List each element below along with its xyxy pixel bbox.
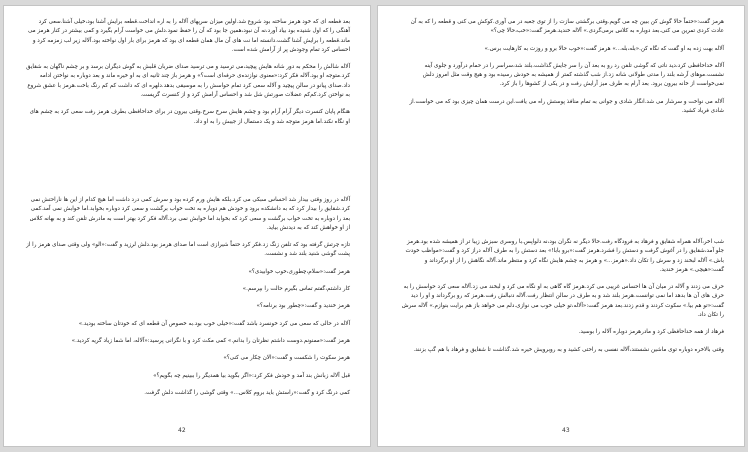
paragraph: تازه چرتش گرفته بود که تلفن زنگ زد.فکر کرد حتماً شیرازی است اما صدای هرمز بود.دلش لرزید و گفت:«الو» ولی وقتی صدای هرمز را از پشت گوشی شنید بلند شد و نشست. (26, 242, 350, 258)
left-page (4, 6, 370, 446)
paragraph: آلاله در حالی که سعی می کرد خونسرد باشد گفت:«خیلی خوب بود.به خصوص آن قطعه ای که خودتان ساخته بودید.» (78, 320, 350, 327)
paragraph: حرف می زدند و آلاله در میان آن ها احساس غریبی می کرد.هرمز گاه گاهی به او نگاه می کرد و لبخند می زد.آلاله سعی کرد حواسش را به حرف های آن ها بدهد اما نمی توانست.هرمز بلند شد و به طرف در سالن انتظار رفت.آلاله دنبالش رفت.هرمز که رو برگرداند و او را دید گفت:«تو هم بیا.» سکوت کردند و قدم زدند.بعد هرمز گفت:«آلاله،تو خیلی خوب می نوازی.دلم می خواهد باز هم برایت بنوازم.» آلاله سرش را تکان داد. (401, 284, 724, 319)
paragraph: وقتی بالاخره دوباره توی ماشین نشستند،آلاله نفسی به راحتی کشید و به روبرویش خیره شد.گذاشت تا شقایق و فرهاد با هم گپ بزنند. (413, 346, 724, 353)
paragraph: آلاله شالش را محکم به دور شانه هایش پیچید،می ترسید و می ترسید صدای ضربان قلبش به گوش دیگران برسد و بر چشم ناگهان به شقایق کرد.متوجه او بود.آلاله فکر کرد:«معنوی نوازنده‌ی حرفه‌ای است؟» و هرمز باز چند ثانیه ای به او خیره ماند و بعد دوباره به نواختن ادامه داد.صدای پیانو در سالن پیچید و آلاله سعی کرد تمام حواسش را به موسیقی بدهد.دلهره ای که داشت کم کم رنگ باخت.هرمز با عشق شروع به نواختن کرد.کم‌کم عضلات صورتش شل شد و احساس آرامش کرد و از کنسرت گریست. (26, 64, 350, 99)
right-page (378, 6, 744, 446)
paragraph: کار داشتم،گفتم تماس بگیرم حالت را بپرسم.» (242, 286, 350, 293)
paragraph: هرمز گفت:«ممنونم.دوست داشتم نظرتان را بدانم.» کمی مکث کرد و با نگرانی پرسید:«آلاله، اما شما زیاد گریه کردید.» (71, 337, 350, 344)
paragraph: هرمز گفت:«سلام،چطوری،خوب خوابیدی؟» (248, 268, 350, 275)
left-page-top-text (26, 18, 350, 135)
right-page-bottom-text (400, 238, 724, 363)
paragraph: فرهاد از همه خداحافظی کرد و مادرهرمز دوباره آلاله را بوسید. (578, 329, 724, 336)
paragraph: هرمز خندید و گفت:«چطور بود برنامه؟» (256, 303, 350, 310)
paragraph: آلاله می نواخت و سرشار می شد.انگار شادی و جوانی به تمام منافذ پوستش راه می یافت.این درست همان چیزی بود که می خواست.از شادی فریاد کشید. (409, 98, 724, 115)
page-number: 42 (178, 427, 186, 434)
page-number: 43 (562, 427, 570, 434)
paragraph: هرمز گفت:«حتماً حالا گوش کن ببین چه می گویم.وقتی برگشتی سازت را از توی جعبه در می آوری.کوکش می کنی و قطعه را که به آن عادت کردی تمرین می کنی.بعد دوباره به کلاس برمی‌گردی.» آلاله خندید.هرمز گفت:«خب،حالا چی؟» (410, 19, 724, 35)
paragraph: کمی درنگ کرد و گفت:«راستش باید بروم کلاس...» وقتی گوشی را گذاشت دلش گرفت. (144, 389, 350, 396)
right-page-top-text (400, 18, 724, 124)
paragraph: آلاله خداحافظی کرد،دید ناتی که گوشی تلفن رد رو به بعد آن را سر جایش گذاشت.بلند شد،سراسر را در حمام درآورد و جلوی آینه نشست.موهای آرشه بلند را مدتی طولانی شانه زد.از شب گذشته کمتر از همیشه به خودش رسیده بود و هیچ وقت مثل امروز دلش نمی‌خواست از خانه بیرون برود. بعد آرام به طرف میز آرایش رفت و در یکی از کشوها را باز کرد. (422, 62, 724, 88)
paragraph: هرمز سکوت را شکست و گفت:«الان چکار می کنی؟» (223, 355, 350, 362)
paragraph: شب اخر،آلاله همراه شقایق و فرهاد به فرودگاه رفت.حالا دیگر نه نگران بود،نه دلواپس.با روسری سبزش زیبا تر از همیشه شده بود.هرمز جلو آمد،شقایق را در آغوش گرفت و دستش را فشرد.هرمز گفت:«برو بابا!» بعد دستش را به طرف آلاله دراز کرد و گفت:«مواظب خودت باش.» آلاله لبخند زد و سرش را تکان داد.«هرمز...» و هرمز به چشم هایش نگاه کرد و منتظر ماند.آلاله نگاهش را از او برگرداند و گفت:«هیچی.» هرمز خندید. (405, 239, 724, 273)
paragraph: هنگام پایان کنسرت دیگر آرام آرام بود و چشم هایش سرخ سرخ.وقتی بیرون در برای خداحافظی بطرف هرمز رفت سعی کرد به چشم های او نگاه نکند.اما هرمز متوجه شد و یک دستمال از جیبش را به او داد. (29, 109, 350, 125)
left-page-bottom-text (26, 196, 350, 406)
paragraph: بعد فطعه ای که خود هرمز ساخته بود شروع شد.اولین میزان سرپهای آلاله را به اره انداخت.قطعه برایش آشنا بود،خیلی آشنا.سعی کرد آهنگی را که اول شنیده بود بیاد آورد،نه آن نبود،همین جا بود که آن را حفظ نمود.دلش می خواست آرام بگیرد و کمی بیشتر در کنار هرمز می ماند.قطعه را برایش آشنا گشت.دانسته اما نت های آن مال همان قطعه ای بود که هرمز برای بار اول نواخته بود.آلاله زیر لب زمزمه کرد و احساس کرد تمام وجودش پر از آرامش شده است. (27, 19, 350, 53)
paragraph: آلاله بهت زده به او گفت که نگاه کن.«بله،بله...» هرمز گفت:«خوب حالا برو و روزت به کارهایت برس.» (484, 45, 724, 52)
paragraph: قبل آلاله زبانش بند آمد و خودش فکر کرد:«اگر بگوید بیا همدیگر را ببینیم چه بگویم؟» (153, 372, 350, 379)
paragraph: آلاله در روز وقتی بیدار شد احساس سبکی می کرد.بلکه هایش ورم کرده بود و سرش کمی درد داشت اما هیچ کدام از این ها ناراحتش نمی کرد.شقایق را بیدار کرد که به دانشکده برود و خودش هم دوباره به تخت خواب برگشت و سعی کرد دوباره بخوابد.اما خوابش نمی آمد.کمی بعد را دوباره به تخت خواب برگشت و سعی کرد که بخوابد اما خوابش نمی برد.آلاله فکر کرد بهتر است به مادرش تلفن کند و به بهانه کلاس از او خواهش کند که به دیدنش بیاید. (29, 197, 350, 231)
